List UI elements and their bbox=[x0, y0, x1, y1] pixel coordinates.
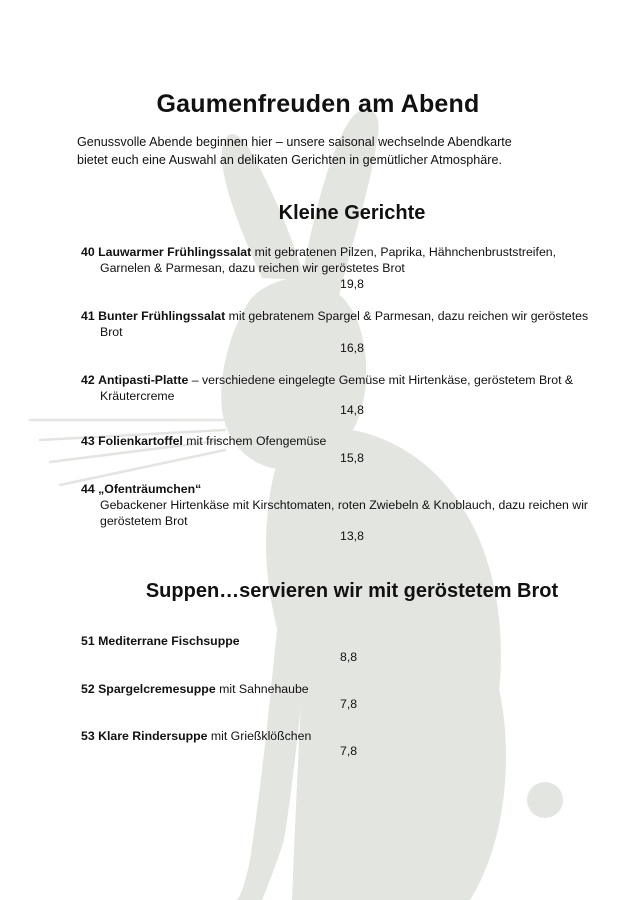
item-name: Mediterrane Fischsuppe bbox=[98, 634, 240, 648]
menu-item-53 bbox=[81, 728, 606, 744]
item-description: mit frischem Ofengemüse bbox=[182, 434, 327, 448]
item-description: mit gebratenen Pilzen, Paprika, Hähnchenbruststreifen, Garnelen & Parmesan, dazu reichen wir geröstetes Brot bbox=[100, 245, 557, 275]
item-number: 41 bbox=[81, 309, 95, 323]
item-description: – verschiedene eingelegte Gemüse mit Hirtenkäse, geröstetem Brot & Kräutercreme bbox=[100, 373, 574, 403]
item-price: 15,8 bbox=[340, 451, 364, 465]
menu-item-52 bbox=[81, 681, 606, 697]
item-description: mit Grießklößchen bbox=[207, 729, 312, 743]
menu-item-40 bbox=[81, 244, 606, 276]
item-description: mit Sahnehaube bbox=[215, 682, 309, 696]
intro-text bbox=[77, 133, 597, 169]
item-number: 53 bbox=[81, 729, 95, 743]
menu-item-51 bbox=[81, 633, 606, 649]
item-price: 14,8 bbox=[340, 403, 364, 417]
item-description: Gebackener Hirtenkäse mit Kirschtomaten, roten Zwiebeln & Knoblauch, dazu reichen wir geröstetem Brot bbox=[100, 498, 589, 528]
page-title: Gaumenfreuden am Abend bbox=[156, 90, 480, 118]
menu-item-43 bbox=[81, 433, 606, 449]
item-price: 19,8 bbox=[340, 277, 364, 291]
item-number: 52 bbox=[81, 682, 95, 696]
item-number: 44 bbox=[81, 482, 95, 496]
item-number: 43 bbox=[81, 434, 95, 448]
item-number: 51 bbox=[81, 634, 95, 648]
item-name: Antipasti-Platte bbox=[98, 373, 189, 387]
menu-item-41 bbox=[81, 308, 606, 340]
menu-item-44 bbox=[81, 481, 606, 529]
item-description: mit gebratenem Spargel & Parmesan, dazu reichen wir geröstetes Brot bbox=[100, 309, 589, 339]
menu-item-42 bbox=[81, 372, 606, 404]
section-title-kleine-gerichte: Kleine Gerichte bbox=[278, 202, 426, 224]
item-price: 13,8 bbox=[340, 529, 364, 543]
item-price: 16,8 bbox=[340, 341, 364, 355]
intro-line: bietet euch eine Auswahl an delikaten Gerichten in gemütlicher Atmosphäre. bbox=[77, 153, 502, 167]
intro-line: Genussvolle Abende beginnen hier – unsere saisonal wechselnde Abendkarte bbox=[77, 135, 512, 149]
item-name: Klare Rindersuppe bbox=[98, 729, 208, 743]
item-number: 40 bbox=[81, 245, 95, 259]
item-price: 8,8 bbox=[340, 650, 358, 664]
item-price: 7,8 bbox=[340, 744, 358, 758]
item-number: 42 bbox=[81, 373, 95, 387]
item-name: Folienkartoffel bbox=[98, 434, 183, 448]
section-title-suppen: Suppen…servieren wir mit geröstetem Brot bbox=[145, 580, 559, 602]
item-name: Spargelcremesuppe bbox=[98, 682, 216, 696]
item-name: „Ofenträumchen“ bbox=[98, 482, 202, 496]
item-price: 7,8 bbox=[340, 697, 358, 711]
item-name: Bunter Frühlingssalat bbox=[98, 309, 226, 323]
item-name: Lauwarmer Frühlingssalat bbox=[98, 245, 252, 259]
